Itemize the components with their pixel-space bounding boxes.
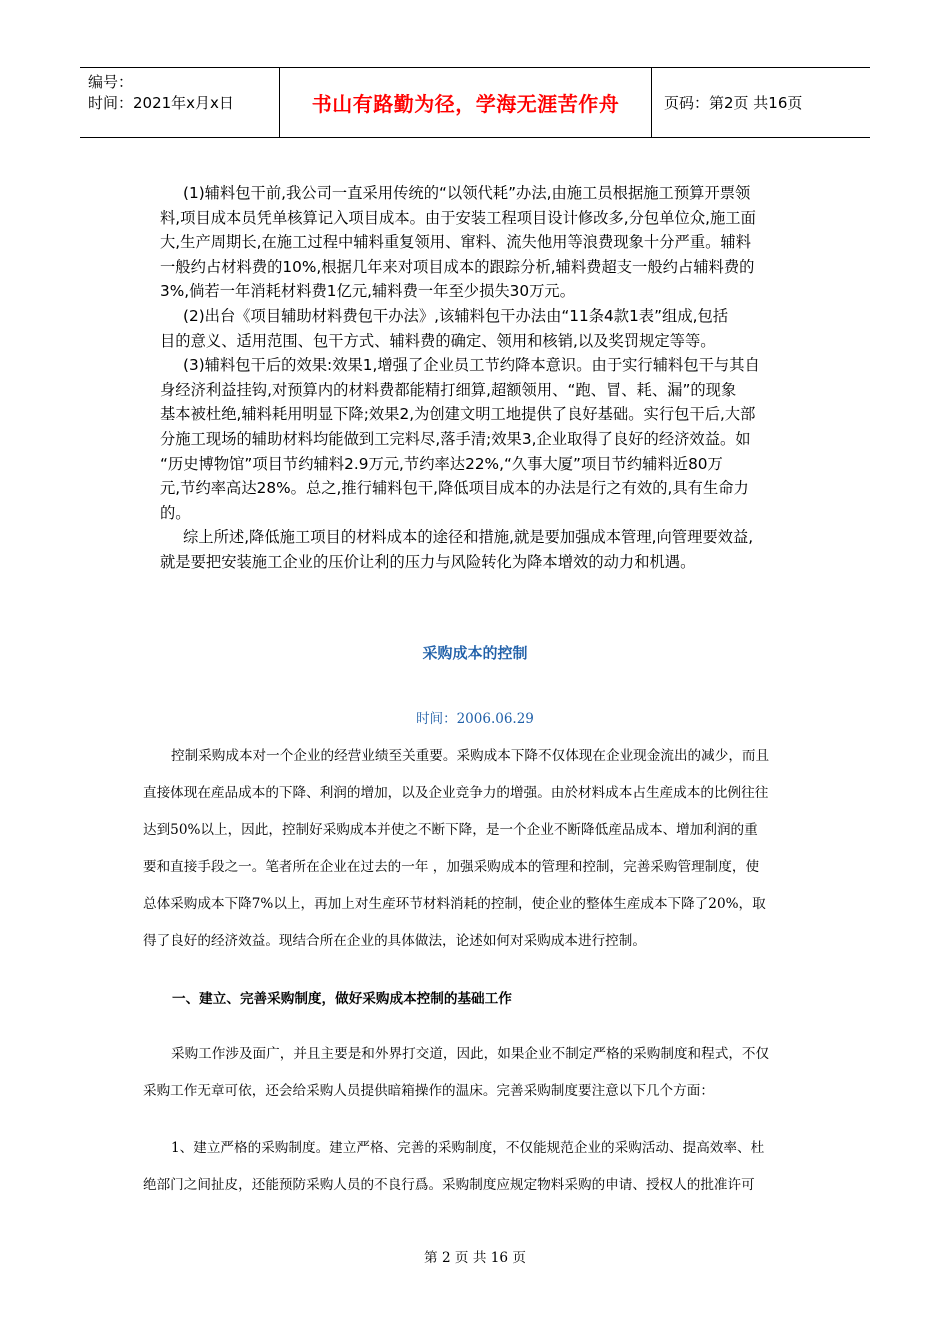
paragraph-procurement	[143, 1036, 807, 1110]
text-line: 直接体现在産品成本的下降、利润的增加，以及企业竞争力的增强。由於材料成本占生産成本的比例往往	[143, 784, 769, 801]
text-line: 就是要把安装施工企业的压价让利的压力与风险转化为降本增效的动力和机遇。	[160, 552, 696, 571]
text-line: 绝部门之间扯皮，还能预防采购人员的不良行爲。采购制度应规定物料采购的申请、授权人的批准许可	[143, 1176, 755, 1193]
text-line: 采购工作无章可依，还会给采购人员提供暗箱操作的温床。完善采购制度要注意以下几个方面：	[143, 1082, 714, 1099]
paragraph-procurement-system	[143, 1130, 807, 1204]
article-time: 时间：2006.06.29	[416, 711, 534, 727]
text-line: 元,节约率高达28%。总之,推行辅料包干,降低项目成本的办法是行之有效的,具有生命力	[160, 479, 749, 498]
text-line: 一般约占材料费的10%,根据几年来对项目成本的跟踪分析,辅料费超支一般约占辅料费的	[160, 257, 755, 276]
section-heading: 一、建立、完善采购制度，做好采购成本控制的基础工作	[172, 991, 512, 1007]
text-line: (3)辅料包干后的效果:效果1,增强了企业员工节约降本意识。由于实行辅料包干与其自	[183, 356, 760, 375]
text-line: (2)出台《项目辅助材料费包干办法》,该辅料包干办法由“11条4款1表”组成,包括	[183, 306, 729, 325]
number-label: 编号：	[88, 73, 134, 91]
text-line: 采购工作涉及面广，并且主要是和外界打交道，因此，如果企业不制定严格的采购制度和程式，不仅	[171, 1046, 770, 1062]
text-line: 达到50%以上，因此，控制好采购成本并使之不断下降，是一个企业不断降低産品成本、增加利润的重	[143, 821, 758, 838]
paragraph-1	[160, 181, 790, 575]
header-meta	[80, 68, 280, 137]
text-line: 料,项目成本员凭单核算记入项目成本。由于安装工程项目设计修改多,分包单位众,施工面	[160, 208, 756, 227]
text-line: 总体采购成本下降7%以上，再加上对生産环节材料消耗的控制，使企业的整体生産成本下降了20%，取	[143, 895, 766, 912]
text-line: 的。	[160, 503, 191, 522]
text-line: 得了良好的经济效益。现结合所在企业的具体做法，论述如何对采购成本进行控制。	[143, 932, 646, 949]
text-line: 3%,倘若一年消耗材料费1亿元,辅料费一年至少损失30万元。	[160, 282, 576, 301]
text-line: 控制采购成本对一个企业的经营业绩至关重要。采购成本下降不仅体现在企业现金流出的减少，而且	[171, 748, 770, 764]
text-line: 分施工现场的辅助材料均能做到工完料尽,落手清;效果3,企业取得了良好的经济效益。如	[160, 429, 751, 448]
text-line: 1、建立严格的采购制度。建立严格、完善的采购制度，不仅能规范企业的采购活动、提高效率、杜	[171, 1140, 765, 1156]
text-line: 综上所述,降低施工项目的材料成本的途径和措施,就是要加强成本管理,向管理要效益,	[183, 528, 754, 547]
text-line: “历史博物馆”项目节约辅料2.9万元,节约率达22%,“久事大厦”项目节约辅料近80万	[160, 454, 723, 473]
text-line: 目的意义、适用范围、包干方式、辅料费的确定、领用和核销,以及奖罚规定等等。	[160, 331, 716, 350]
time-label: 时间：2021年x月x日	[88, 94, 234, 112]
article-title: 采购成本的控制	[422, 644, 528, 662]
text-line: 身经济利益挂钩,对预算内的材料费都能精打细算,超额领用、“跑、冒、耗、漏”的现象	[160, 380, 737, 399]
text-line: 要和直接手段之一。笔者所在企业在过去的一年 ，加强采购成本的管理和控制，完善采购管理制度，使	[143, 858, 760, 875]
header-page-info: 页码：第2页 共16页	[664, 94, 803, 112]
article-intro	[143, 738, 807, 959]
page-header	[80, 67, 870, 138]
page-footer: 第 2 页 共 16 页	[424, 1250, 526, 1266]
header-motto: 书山有路勤为径，学海无涯苦作舟	[280, 68, 652, 137]
text-line: 大,生产周期长,在施工过程中辅料重复领用、窜料、流失他用等浪费现象十分严重。辅料	[160, 233, 752, 252]
text-line: (1)辅料包干前,我公司一直采用传统的“以领代耗”办法,由施工员根据施工预算开票领	[183, 184, 751, 202]
text-line: 基本被杜绝,辅料耗用明显下降;效果2,为创建文明工地提供了良好基础。实行包干后,大部	[160, 405, 756, 424]
